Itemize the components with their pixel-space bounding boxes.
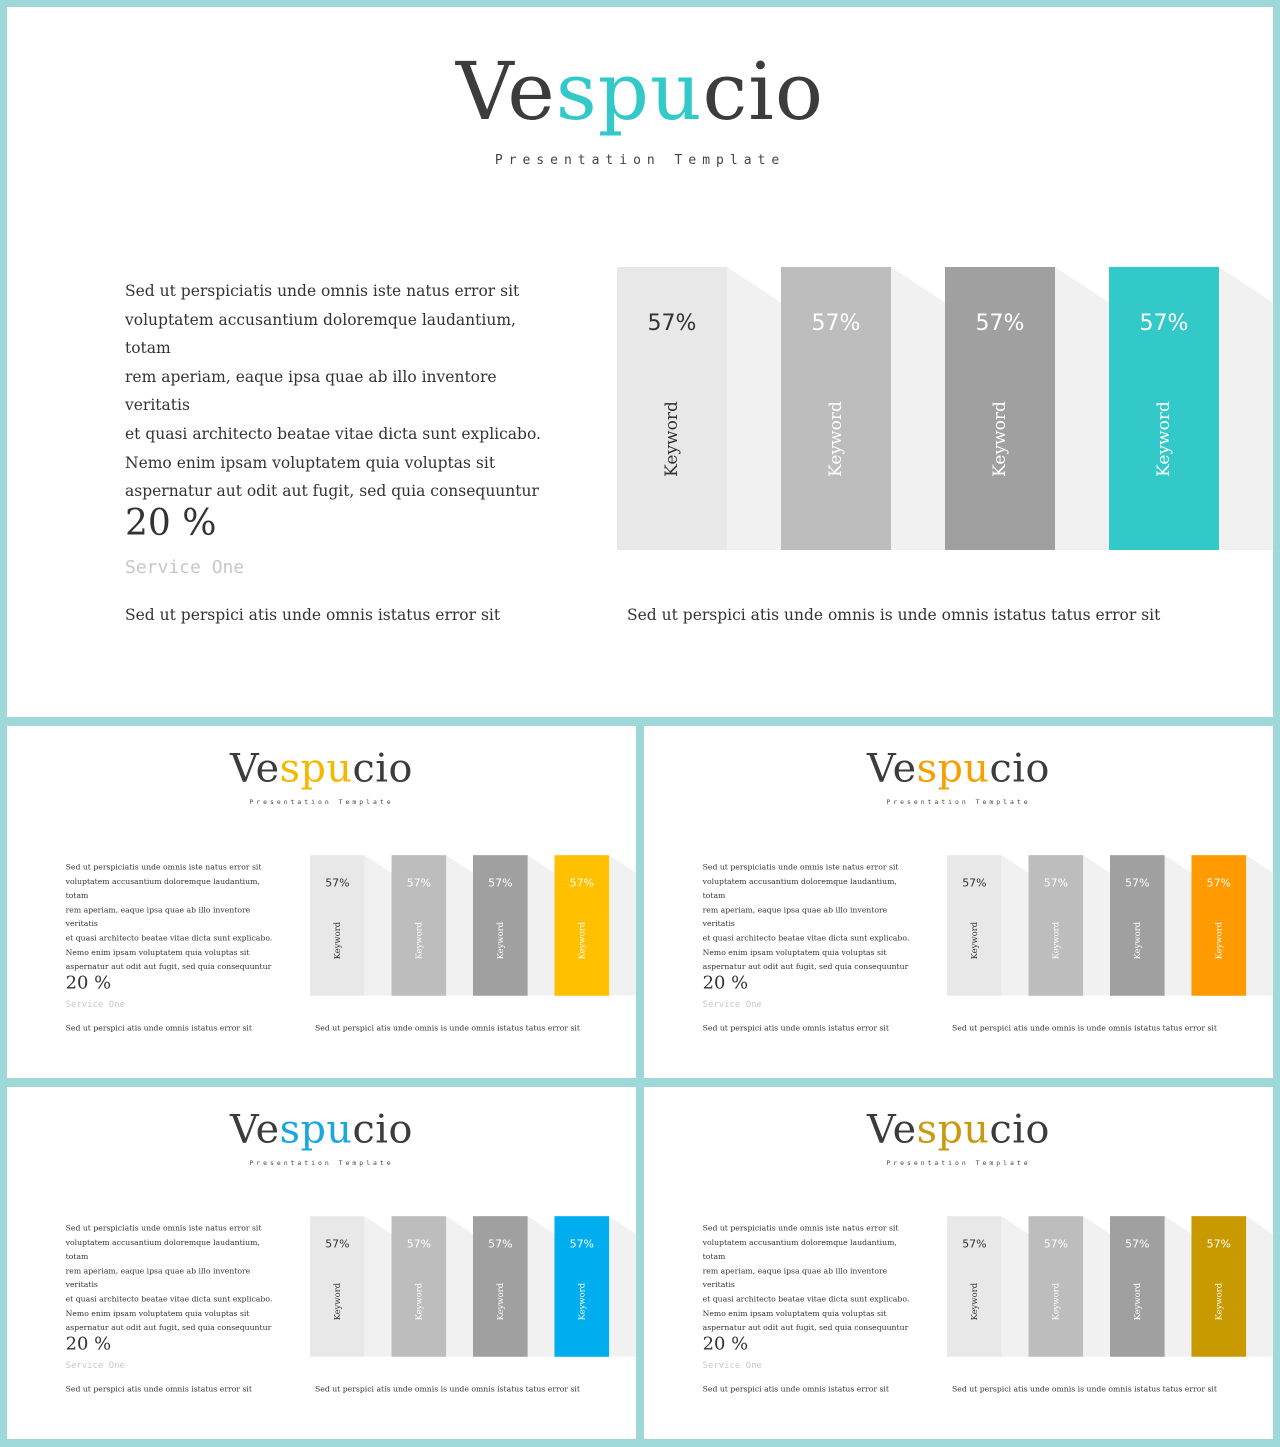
big-percentage: 20 %: [702, 1333, 749, 1354]
bar-keyword: Keyword: [1050, 1282, 1061, 1321]
bar-percentage: 57%: [962, 1238, 987, 1251]
bar-shadow: [609, 855, 636, 996]
bar-percentage: 57%: [569, 1238, 594, 1251]
bar-percentage: 57%: [1206, 1238, 1231, 1251]
caption-left: Sed ut perspici atis unde omnis istatus error sit: [65, 1023, 252, 1033]
logo-highlight: spu: [279, 744, 353, 792]
keyword-bar-3: [945, 267, 1055, 550]
bar-shadow: [727, 267, 787, 550]
subtitle: Presentation Template: [494, 153, 786, 168]
slide-content: [7, 1087, 636, 1439]
bar-keyword: Keyword: [1154, 401, 1174, 477]
bar-keyword: Keyword: [990, 401, 1010, 477]
big-percentage: 20 %: [702, 972, 749, 993]
bar-percentage: 57%: [647, 311, 697, 336]
bar-percentage: 57%: [811, 311, 861, 336]
bar-shadow: [446, 1216, 476, 1357]
logo-title: Vespucio: [867, 1105, 1050, 1153]
bar-keyword: Keyword: [1132, 1282, 1143, 1321]
bar-percentage: 57%: [1139, 311, 1189, 336]
keyword-bar-4: [1109, 267, 1219, 550]
slide-thumbnail-4[interactable]: [644, 1087, 1273, 1439]
bar-shadow: [365, 855, 395, 996]
slide-thumbnail-2[interactable]: [644, 726, 1273, 1078]
bar-percentage: 57%: [569, 877, 594, 890]
bar-shadow: [1002, 1216, 1032, 1357]
big-percentage: 20 %: [65, 1333, 112, 1354]
logo-title: Vespucio: [455, 45, 825, 138]
caption-right: Sed ut perspici atis unde omnis is unde omnis istatus tatus error sit: [952, 1384, 1217, 1394]
keyword-bar-2: [781, 267, 891, 550]
bar-shadow: [528, 855, 558, 996]
bar-shadow: [609, 1216, 636, 1357]
keyword-bar-3: [1110, 1216, 1165, 1357]
bar-keyword: Keyword: [969, 1282, 980, 1321]
slide-main[interactable]: [7, 7, 1273, 717]
caption-left: Sed ut perspici atis unde omnis istatus error sit: [702, 1384, 889, 1394]
logo-highlight: spu: [916, 744, 990, 792]
bar-percentage: 57%: [488, 877, 513, 890]
subtitle: Presentation Template: [249, 1159, 394, 1167]
bar-percentage: 57%: [1206, 877, 1231, 890]
body-paragraph: Sed ut perspiciatis unde omnis iste natus error sit voluptatem accusantium doloremque laudantium, totam rem aperiam, eaque ipsa quae ab illo inventore veritatis et quasi architecto beatae vitae dicta sunt explicabo. Nemo enim ipsam voluptatem quia voluptas sit aspernatur aut odit aut fugit, sed quia consequuntur: [702, 1223, 910, 1332]
subtitle: Presentation Template: [886, 1159, 1031, 1167]
keyword-bar-2: [1029, 855, 1084, 996]
bar-shadow: [1002, 855, 1032, 996]
logo-title: Vespucio: [230, 1105, 413, 1153]
keyword-bar-4: [1191, 855, 1246, 996]
logo-highlight: spu: [555, 45, 703, 138]
bar-keyword: Keyword: [413, 921, 424, 960]
service-label: Service One: [65, 999, 125, 1010]
slide-content: [7, 7, 1273, 717]
bar-percentage: 57%: [1125, 877, 1150, 890]
keyword-bar-3: [473, 1216, 528, 1357]
service-label: Service One: [702, 1360, 762, 1371]
slide-content: [7, 726, 636, 1078]
keyword-bar-1: [617, 267, 727, 550]
service-label: Service One: [125, 557, 245, 578]
keyword-bar-1: [310, 855, 365, 996]
bar-shadow: [1083, 1216, 1113, 1357]
caption-left: Sed ut perspici atis unde omnis istatus error sit: [65, 1384, 252, 1394]
caption-left: Sed ut perspici atis unde omnis istatus error sit: [702, 1023, 889, 1033]
bar-percentage: 57%: [1043, 877, 1068, 890]
bar-shadow: [1246, 1216, 1273, 1357]
big-percentage: 20 %: [125, 503, 217, 544]
caption-left: Sed ut perspici atis unde omnis istatus error sit: [125, 606, 501, 624]
keyword-bar-2: [1029, 1216, 1084, 1357]
bar-shadow: [1055, 267, 1115, 550]
bar-keyword: Keyword: [576, 1282, 587, 1321]
bar-keyword: Keyword: [662, 401, 682, 477]
bar-keyword: Keyword: [1132, 921, 1143, 960]
logo-title: Vespucio: [230, 744, 413, 792]
bar-keyword: Keyword: [1050, 921, 1061, 960]
slide-content: [644, 1087, 1273, 1439]
subtitle: Presentation Template: [886, 798, 1031, 806]
big-percentage: 20 %: [65, 972, 112, 993]
keyword-bar-1: [310, 1216, 365, 1357]
bar-shadow: [446, 855, 476, 996]
bar-percentage: 57%: [325, 1238, 350, 1251]
keyword-bar-4: [1191, 1216, 1246, 1357]
keyword-bar-3: [473, 855, 528, 996]
caption-right: Sed ut perspici atis unde omnis is unde omnis istatus tatus error sit: [952, 1023, 1217, 1033]
service-label: Service One: [65, 1360, 125, 1371]
logo-highlight: spu: [916, 1105, 990, 1153]
bar-percentage: 57%: [325, 877, 350, 890]
keyword-bar-1: [947, 1216, 1002, 1357]
caption-right: Sed ut perspici atis unde omnis is unde omnis istatus tatus error sit: [627, 606, 1161, 624]
keyword-bar-1: [947, 855, 1002, 996]
bar-keyword: Keyword: [332, 921, 343, 960]
caption-right: Sed ut perspici atis unde omnis is unde omnis istatus tatus error sit: [315, 1384, 580, 1394]
bar-keyword: Keyword: [1213, 921, 1224, 960]
caption-right: Sed ut perspici atis unde omnis is unde omnis istatus tatus error sit: [315, 1023, 580, 1033]
body-paragraph: Sed ut perspiciatis unde omnis iste natus error sit voluptatem accusantium doloremque laudantium, totam rem aperiam, eaque ipsa quae ab illo inventore veritatis et quasi architecto beatae vitae dicta sunt explicabo. Nemo enim ipsam voluptatem quia voluptas sit aspernatur aut odit aut fugit, sed quia consequuntur: [125, 282, 541, 501]
bar-shadow: [1219, 267, 1273, 550]
bar-percentage: 57%: [406, 1238, 431, 1251]
bar-keyword: Keyword: [826, 401, 846, 477]
bar-shadow: [891, 267, 951, 550]
subtitle: Presentation Template: [249, 798, 394, 806]
bar-shadow: [1246, 855, 1273, 996]
bar-keyword: Keyword: [413, 1282, 424, 1321]
bar-keyword: Keyword: [495, 921, 506, 960]
body-paragraph: Sed ut perspiciatis unde omnis iste natus error sit voluptatem accusantium doloremque laudantium, totam rem aperiam, eaque ipsa quae ab illo inventore veritatis et quasi architecto beatae vitae dicta sunt explicabo. Nemo enim ipsam voluptatem quia voluptas sit aspernatur aut odit aut fugit, sed quia consequuntur: [702, 862, 910, 971]
bar-percentage: 57%: [975, 311, 1025, 336]
bar-percentage: 57%: [962, 877, 987, 890]
bar-shadow: [528, 1216, 558, 1357]
keyword-bar-2: [392, 855, 447, 996]
bar-keyword: Keyword: [495, 1282, 506, 1321]
keyword-bar-2: [392, 1216, 447, 1357]
bar-shadow: [1083, 855, 1113, 996]
bar-percentage: 57%: [1125, 1238, 1150, 1251]
body-paragraph: Sed ut perspiciatis unde omnis iste natus error sit voluptatem accusantium doloremque laudantium, totam rem aperiam, eaque ipsa quae ab illo inventore veritatis et quasi architecto beatae vitae dicta sunt explicabo. Nemo enim ipsam voluptatem quia voluptas sit aspernatur aut odit aut fugit, sed quia consequuntur: [65, 862, 273, 971]
keyword-bar-3: [1110, 855, 1165, 996]
bar-percentage: 57%: [488, 1238, 513, 1251]
logo-title: Vespucio: [867, 744, 1050, 792]
slide-content: [644, 726, 1273, 1078]
bar-keyword: Keyword: [332, 1282, 343, 1321]
keyword-bar-4: [554, 1216, 609, 1357]
slide-thumbnail-1[interactable]: [7, 726, 636, 1078]
bar-shadow: [1165, 1216, 1195, 1357]
bar-keyword: Keyword: [1213, 1282, 1224, 1321]
slide-thumbnail-3[interactable]: [7, 1087, 636, 1439]
bar-shadow: [365, 1216, 395, 1357]
bar-percentage: 57%: [1043, 1238, 1068, 1251]
bar-keyword: Keyword: [576, 921, 587, 960]
bar-shadow: [1165, 855, 1195, 996]
body-paragraph: Sed ut perspiciatis unde omnis iste natus error sit voluptatem accusantium doloremque laudantium, totam rem aperiam, eaque ipsa quae ab illo inventore veritatis et quasi architecto beatae vitae dicta sunt explicabo. Nemo enim ipsam voluptatem quia voluptas sit aspernatur aut odit aut fugit, sed quia consequuntur: [65, 1223, 273, 1332]
bar-percentage: 57%: [406, 877, 431, 890]
bar-keyword: Keyword: [969, 921, 980, 960]
logo-highlight: spu: [279, 1105, 353, 1153]
keyword-bar-4: [554, 855, 609, 996]
service-label: Service One: [702, 999, 762, 1010]
